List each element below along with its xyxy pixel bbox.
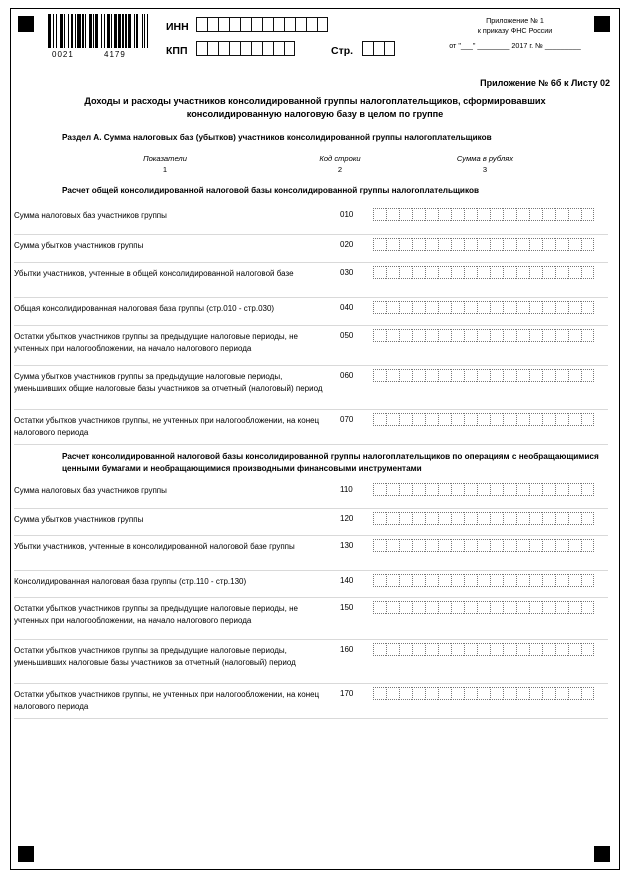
row-amount-input[interactable] bbox=[373, 301, 594, 314]
row-label: Сумма налоговых баз участников группы bbox=[14, 486, 167, 495]
row-separator bbox=[14, 234, 608, 235]
column-header-indicators-label: Показатели bbox=[143, 154, 187, 163]
row-label: Остатки убытков участников группы за предыдущие налоговые периоды, не учтенных при налогообложении, на начало налогового периода bbox=[14, 332, 298, 353]
row-separator bbox=[14, 262, 608, 263]
row-code: 130 bbox=[340, 541, 354, 550]
row-code: 140 bbox=[340, 576, 354, 585]
row-label: Остатки убытков участников группы, не учтенных при налогообложении, на конец налогового периода bbox=[14, 416, 320, 437]
kpp-input[interactable] bbox=[196, 41, 295, 56]
subheading-securities-base: Расчет консолидированной налоговой базы консолидированной группы налогоплательщиков по операциям с необращающимися ценными бумагами и необращающимися производными финансовыми инструментами bbox=[62, 452, 599, 473]
row-label: Убытки участников, учтенные в консолидированной налоговой базе группы bbox=[14, 542, 295, 551]
row-amount-input[interactable] bbox=[373, 539, 594, 552]
row-label: Общая консолидированная налоговая база группы (стр.010 - стр.030) bbox=[14, 304, 275, 313]
row-label: Сумма налоговых баз участников группы bbox=[14, 211, 167, 220]
page-number-label: Стр. bbox=[331, 45, 354, 57]
row-amount-input[interactable] bbox=[373, 601, 594, 614]
row-label: Убытки участников, учтенные в общей консолидированной налоговой базе bbox=[14, 269, 294, 278]
row-label: Остатки убытков участников группы за предыдущие налоговые периоды, не учтенных при налогообложении, на начало налогового периода bbox=[14, 604, 298, 625]
column-header-code-label: Код строки bbox=[319, 154, 361, 163]
alignment-mark-bottom-left bbox=[18, 846, 34, 862]
row-code: 020 bbox=[340, 240, 354, 249]
column-header-code-number: 2 bbox=[337, 165, 343, 174]
row-label: Консолидированная налоговая база группы (стр.110 - стр.130) bbox=[14, 577, 247, 586]
row-label: Сумма убытков участников группы bbox=[14, 241, 144, 250]
row-separator bbox=[14, 535, 608, 536]
order-reference-line2: к приказу ФНС России bbox=[477, 25, 553, 35]
row-amount-input[interactable] bbox=[373, 208, 594, 221]
order-reference-line3: от "___" ________ 2017 г. № _________ bbox=[449, 41, 581, 51]
row-amount-input[interactable] bbox=[373, 483, 594, 496]
row-separator bbox=[14, 444, 608, 445]
column-header-amount bbox=[430, 154, 540, 174]
inn-label: ИНН bbox=[166, 21, 189, 33]
order-reference-line1: Приложение № 1 bbox=[486, 16, 544, 25]
row-amount-input[interactable] bbox=[373, 238, 594, 251]
row-code: 070 bbox=[340, 415, 354, 424]
row-code: 050 bbox=[340, 331, 354, 340]
row-amount-input[interactable] bbox=[373, 266, 594, 279]
row-separator bbox=[14, 409, 608, 410]
row-code: 030 bbox=[340, 268, 354, 277]
alignment-mark-bottom-right bbox=[594, 846, 610, 862]
row-code: 150 bbox=[340, 603, 354, 612]
row-separator bbox=[14, 570, 608, 571]
row-amount-input[interactable] bbox=[373, 643, 594, 656]
kpp-label: КПП bbox=[166, 45, 188, 57]
row-separator bbox=[14, 718, 608, 719]
subheading-general-base: Расчет общей консолидированной налоговой базы консолидированной группы налогоплательщиков bbox=[62, 186, 479, 195]
barcode-numbers bbox=[48, 48, 152, 62]
page-number-input[interactable] bbox=[362, 41, 395, 56]
row-amount-input[interactable] bbox=[373, 413, 594, 426]
row-amount-input[interactable] bbox=[373, 574, 594, 587]
barcode-number-right: 4179 bbox=[104, 50, 126, 59]
column-header-indicators bbox=[120, 154, 210, 174]
row-code: 170 bbox=[340, 689, 354, 698]
row-label: Сумма убытков участников группы bbox=[14, 515, 144, 524]
row-code: 160 bbox=[340, 645, 354, 654]
barcode bbox=[48, 14, 152, 62]
barcode-number-left: 0021 bbox=[52, 50, 74, 59]
row-amount-input[interactable] bbox=[373, 329, 594, 342]
column-header-amount-number: 3 bbox=[482, 165, 488, 174]
row-separator bbox=[14, 639, 608, 640]
row-separator bbox=[14, 597, 608, 598]
row-separator bbox=[14, 365, 608, 366]
row-code: 120 bbox=[340, 514, 354, 523]
row-separator bbox=[14, 508, 608, 509]
appendix-label: Приложение № 6б к Листу 02 bbox=[480, 78, 610, 88]
column-header-indicators-number: 1 bbox=[162, 165, 168, 174]
section-a-heading: Раздел А. Сумма налоговых баз (убытков) участников консолидированной группы налогоплательщиков bbox=[62, 133, 492, 142]
column-header-code bbox=[300, 154, 380, 174]
row-label: Сумма убытков участников группы за предыдущие налоговые периоды, уменьшивших общие налоговые базы участников за отчетный (налоговый) период bbox=[14, 372, 323, 393]
row-amount-input[interactable] bbox=[373, 369, 594, 382]
row-code: 010 bbox=[340, 210, 354, 219]
row-label: Остатки убытков участников группы за предыдущие налоговые периоды, уменьшивших налоговые базы участников за отчетный (налоговый) период bbox=[14, 646, 296, 667]
row-code: 110 bbox=[340, 485, 353, 494]
inn-input[interactable] bbox=[196, 17, 328, 32]
order-reference bbox=[420, 16, 610, 51]
row-code: 060 bbox=[340, 371, 354, 380]
row-label: Остатки убытков участников группы, не учтенных при налогообложении, на конец налогового периода bbox=[14, 690, 320, 711]
barcode-bars bbox=[48, 14, 152, 48]
column-header-amount-label: Сумма в рублях bbox=[456, 154, 514, 163]
row-separator bbox=[14, 683, 608, 684]
row-amount-input[interactable] bbox=[373, 512, 594, 525]
alignment-mark-top-left bbox=[18, 16, 34, 32]
page-title: Доходы и расходы участников консолидированной группы налогоплательщиков, сформировавших консолидированную налоговую базу в целом по группе bbox=[84, 96, 546, 120]
row-separator bbox=[14, 297, 608, 298]
row-code: 040 bbox=[340, 303, 354, 312]
row-separator bbox=[14, 325, 608, 326]
row-amount-input[interactable] bbox=[373, 687, 594, 700]
